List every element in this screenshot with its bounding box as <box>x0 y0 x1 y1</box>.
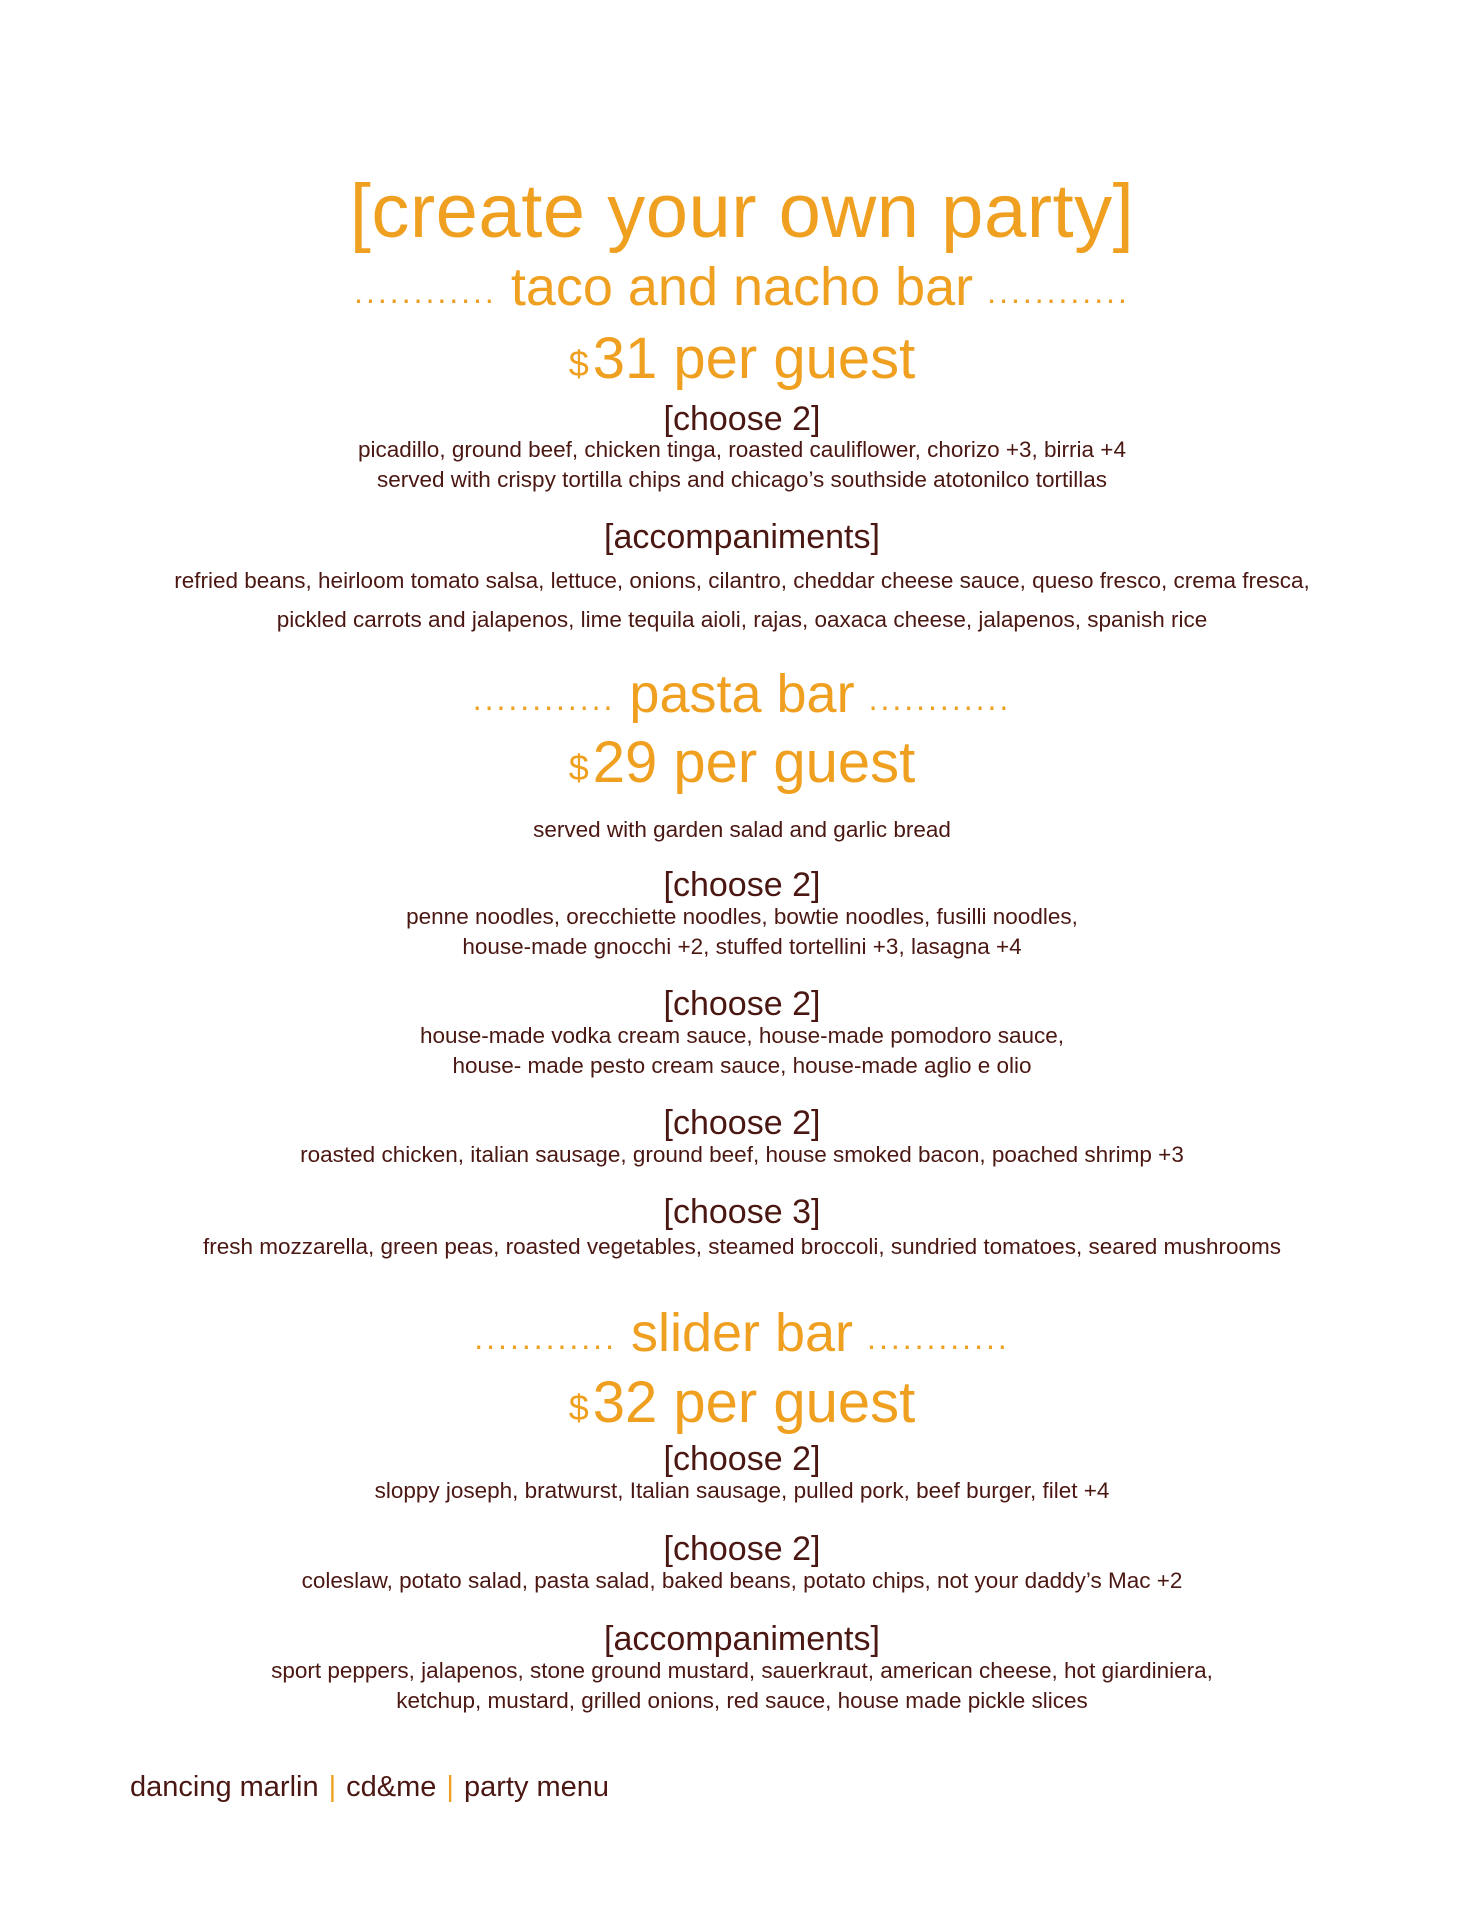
taco-bar-price <box>0 326 1484 399</box>
footer <box>130 1770 609 1804</box>
dotted-rule-right: ............ <box>868 681 1012 717</box>
dollar-sign: $ <box>568 747 589 788</box>
slider-choose-sides-label: [choose 2] <box>663 1530 821 1568</box>
slider-choose-meat-label: [choose 2] <box>663 1440 821 1478</box>
taco-choose-label: [choose 2] <box>663 400 821 438</box>
dotted-rule-left: ............ <box>354 274 497 310</box>
footer-separator: | <box>446 1771 454 1803</box>
pasta-choose-noodles-label: [choose 2] <box>663 866 821 904</box>
taco-served-with-line: served with crispy tortilla chips and chicago’s southside atotonilco tortillas <box>377 467 1107 492</box>
footer-brand: dancing marlin <box>130 1771 319 1803</box>
slider-accompaniments-label: [accompaniments] <box>604 1620 880 1658</box>
slider-bar-heading-row <box>0 1302 1484 1364</box>
dotted-rule-right: ............ <box>987 274 1130 310</box>
pasta-bar-price <box>0 730 1484 803</box>
taco-proteins-line: picadillo, ground beef, chicken tinga, roasted cauliflower, chorizo +3, birria +4 <box>358 437 1126 462</box>
slider-bar-heading: slider bar <box>630 1303 854 1363</box>
taco-bar-heading: taco and nacho bar <box>510 257 974 317</box>
pasta-sauce-line-1: house-made vodka cream sauce, house-made pomodoro sauce, <box>419 1023 1065 1048</box>
pasta-bar-heading: pasta bar <box>629 664 855 724</box>
slider-accompaniments-line-1: sport peppers, jalapenos, stone ground mustard, sauerkraut, american cheese, hot giardiniera, <box>271 1658 1213 1683</box>
pasta-toppings-line: fresh mozzarella, green peas, roasted vegetables, steamed broccoli, sundried tomatoes, seared mushrooms <box>202 1234 1282 1259</box>
pasta-sauce-line-2: house- made pesto cream sauce, house-made aglio e olio <box>452 1053 1032 1078</box>
slider-bar-price-text: 32 per guest <box>592 1370 916 1435</box>
pasta-choose-sauce-label: [choose 2] <box>663 985 821 1023</box>
pasta-served-with-line: served with garden salad and garlic bread <box>533 817 951 842</box>
dotted-rule-left: ............ <box>474 1320 617 1356</box>
pasta-choose-protein-label: [choose 2] <box>663 1104 821 1142</box>
pasta-bar-price-text: 29 per guest <box>592 730 916 795</box>
slider-meat-line: sloppy joseph, bratwurst, Italian sausage, pulled pork, beef burger, filet +4 <box>374 1478 1110 1503</box>
pasta-noodles-line-1: penne noodles, orecchiette noodles, bowtie noodles, fusilli noodles, <box>406 904 1078 929</box>
taco-bar-price-text: 31 per guest <box>592 326 916 391</box>
page-title: [create your own party] <box>349 169 1135 254</box>
slider-bar-price <box>0 1370 1484 1443</box>
pasta-bar-heading-row <box>0 663 1484 725</box>
footer-separator: | <box>328 1771 337 1803</box>
dollar-sign: $ <box>568 1387 589 1428</box>
footer-venue: cd&me <box>346 1771 437 1803</box>
footer-doc-name: party menu <box>463 1771 610 1803</box>
pasta-choose-toppings-label: [choose 3] <box>663 1193 821 1231</box>
taco-accompaniments-line-2: pickled carrots and jalapenos, lime tequila aioli, rajas, oaxaca cheese, jalapenos, spanish rice <box>276 607 1208 632</box>
slider-accompaniments-line-2: ketchup, mustard, grilled onions, red sauce, house made pickle slices <box>396 1688 1088 1713</box>
pasta-protein-line: roasted chicken, italian sausage, ground beef, house smoked bacon, poached shrimp +3 <box>300 1142 1184 1167</box>
slider-sides-line: coleslaw, potato salad, pasta salad, baked beans, potato chips, not your daddy’s Mac +2 <box>301 1568 1183 1593</box>
dotted-rule-left: ............ <box>472 681 616 717</box>
dollar-sign: $ <box>568 343 589 384</box>
dotted-rule-right: ............ <box>867 1320 1010 1356</box>
taco-accompaniments-label: [accompaniments] <box>604 518 880 556</box>
taco-accompaniments-line-1: refried beans, heirloom tomato salsa, lettuce, onions, cilantro, cheddar cheese sauce, queso fresco, crema fresca, <box>174 568 1310 593</box>
pasta-noodles-line-2: house-made gnocchi +2, stuffed tortellini +3, lasagna +4 <box>462 934 1022 959</box>
taco-bar-heading-row <box>0 256 1484 318</box>
